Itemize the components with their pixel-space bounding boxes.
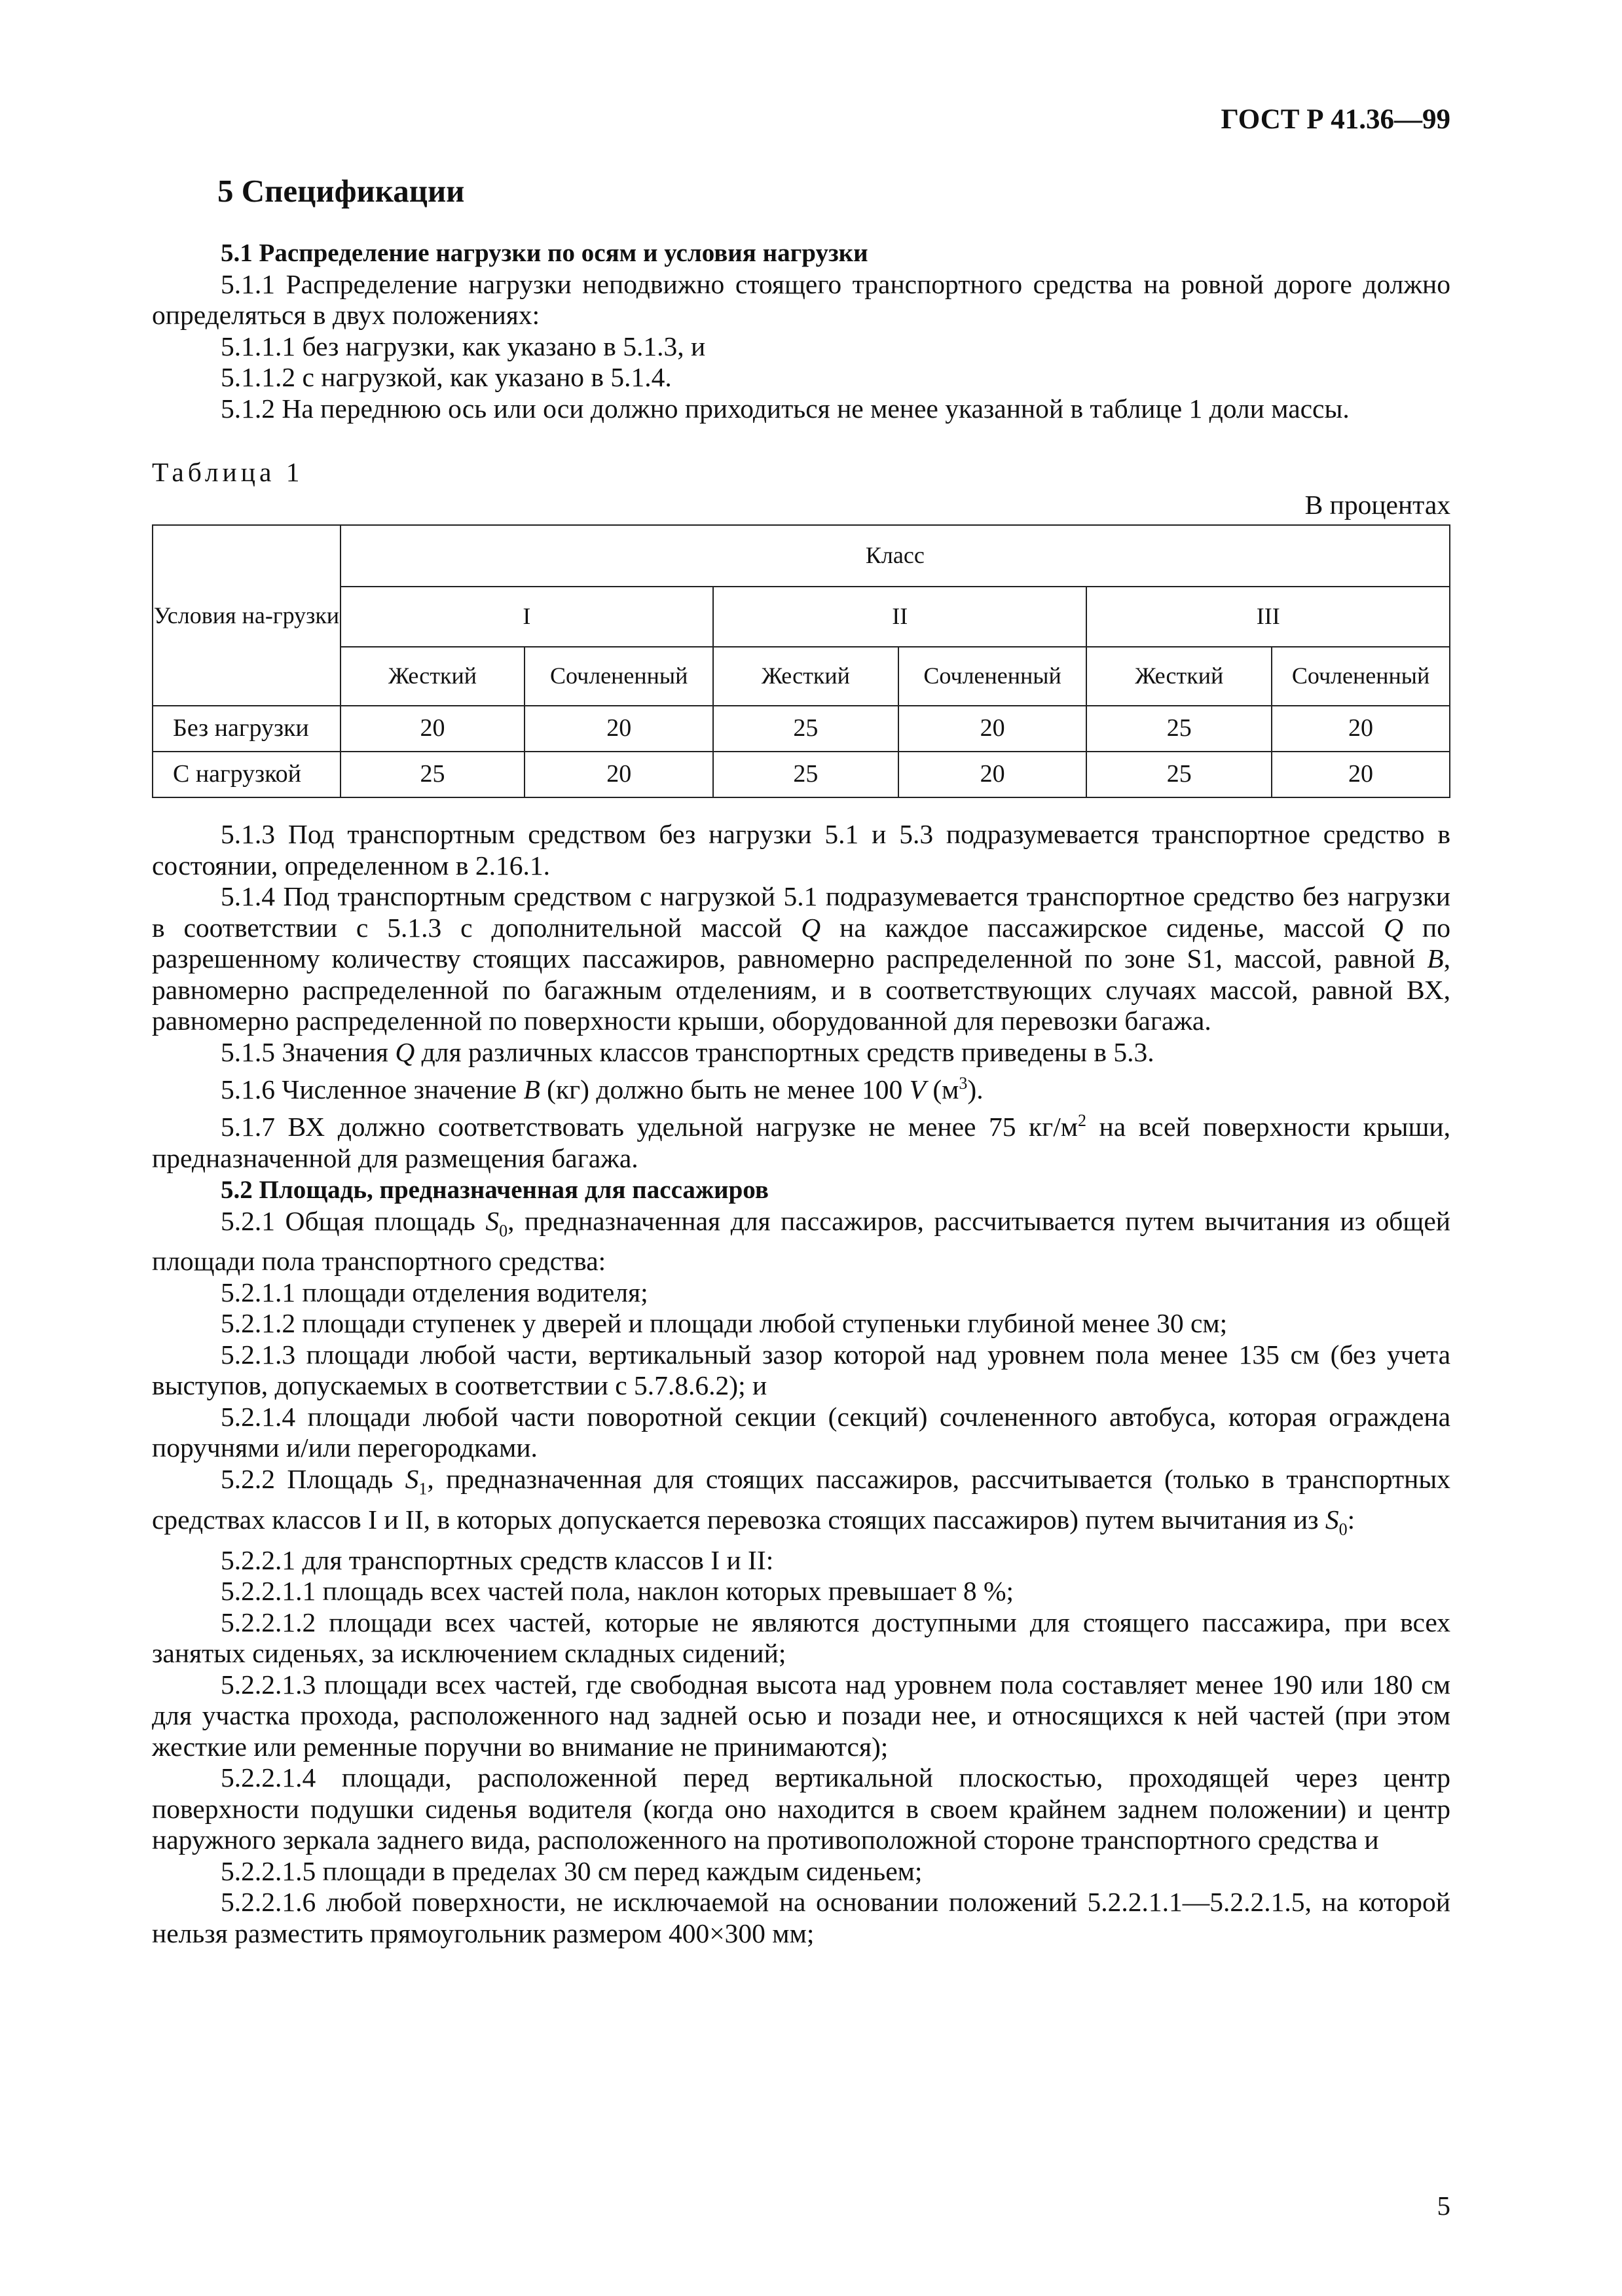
subsection-title-5-2 bbox=[152, 1174, 1450, 1206]
load-distribution-table bbox=[152, 524, 1450, 798]
header-subtype: Сочлененный bbox=[1272, 647, 1450, 706]
text-run: (кг) должно быть не менее 100 bbox=[540, 1074, 910, 1104]
paragraph-5-1-3: 5.1.3 Под транспортным средством без нагрузки 5.1 и 5.3 подразумевается транспортное средство в состоянии, определенном в 2.16.1. bbox=[152, 819, 1450, 881]
variable-q: Q bbox=[801, 912, 821, 943]
superscript: 3 bbox=[959, 1074, 968, 1093]
text-run: , равномерно распределенной по багажным отделениям, и в соответствующих случаях массой, равной ВХ, равномерно распределенной по поверхности крыши, оборудованной для перевозки багажа. bbox=[152, 943, 1450, 1036]
paragraph-5-2-2-1-6: 5.2.2.1.6 любой поверхности, не исключаемой на основании положений 5.2.2.1.1—5.2.2.1.5, на которой нельзя разместить прямоугольник размером 400×300 мм; bbox=[152, 1887, 1450, 1948]
table-caption: Таблица 1 bbox=[152, 457, 304, 487]
header-class-1: I bbox=[341, 587, 713, 647]
paragraph-5-2-1 bbox=[152, 1206, 1450, 1277]
text-run: по разрешенному количеству стоящих пассажиров, равномерно распределенной по зоне S1, массой, равной bbox=[152, 912, 1450, 974]
variable-s: S bbox=[1325, 1504, 1339, 1535]
subscript: 0 bbox=[1338, 1520, 1348, 1539]
paragraph-5-2-1-4: 5.2.1.4 площади любой части поворотной секции (секций) сочлененного автобуса, которая ограждена поручнями и/или перегородками. bbox=[152, 1401, 1450, 1463]
text-run: (м bbox=[925, 1074, 959, 1104]
table-cell: 20 bbox=[898, 752, 1087, 797]
text-run: 5.2.2 Площадь bbox=[221, 1463, 405, 1494]
document-body bbox=[152, 172, 1450, 1949]
header-subtype: Жесткий bbox=[713, 647, 898, 706]
table-subtype-row bbox=[153, 647, 1450, 706]
variable-q: Q bbox=[395, 1036, 415, 1067]
header-cell-class: Класс bbox=[341, 525, 1450, 587]
table-cell: 25 bbox=[1086, 752, 1272, 797]
section-title: 5 Спецификации bbox=[217, 173, 465, 209]
header-subtype: Сочлененный bbox=[525, 647, 713, 706]
paragraph-5-1-5 bbox=[152, 1037, 1450, 1068]
paragraph-5-1-4 bbox=[152, 881, 1450, 1037]
table-cell: 25 bbox=[341, 752, 525, 797]
text-run: 5.1.7 ВХ должно соответствовать удельной нагрузке не менее 75 кг/м bbox=[221, 1112, 1078, 1142]
table-row bbox=[153, 752, 1450, 797]
table-cell: 20 bbox=[525, 752, 713, 797]
header-class-2: II bbox=[713, 587, 1086, 647]
paragraph-5-1-6 bbox=[152, 1068, 1450, 1105]
paragraph-5-2-2-1-3: 5.2.2.1.3 площади всех частей, где свободная высота над уровнем пола составляет менее 190 или 180 см для участка прохода, расположенного над задней осью и позади нее, и относящихся к ней частей (при этом жесткие или ременные поручни во внимание не принимаются); bbox=[152, 1669, 1450, 1762]
paragraph-5-1-7 bbox=[152, 1105, 1450, 1174]
table-units: В процентах bbox=[1304, 489, 1450, 520]
row-label: С нагрузкой bbox=[153, 752, 341, 797]
page-number: 5 bbox=[1437, 2191, 1450, 2221]
text-run: 5.1.4 Под транспортным средством с нагрузкой 5.1 подразумевается транспортное средство без нагрузки в соответствии с 5.1.3 с дополнительной массой bbox=[152, 881, 1450, 943]
subscript: 1 bbox=[418, 1479, 428, 1499]
header-subtype: Жесткий bbox=[341, 647, 525, 706]
header-subtype: Сочлененный bbox=[898, 647, 1087, 706]
subsection-title-5-1 bbox=[152, 237, 1450, 269]
header-subtype: Жесткий bbox=[1086, 647, 1272, 706]
text-run: на всей поверхности крыши, предназначенной для размещения багажа. bbox=[152, 1112, 1451, 1173]
variable-s: S bbox=[405, 1463, 419, 1494]
table-cell: 25 bbox=[713, 752, 898, 797]
table-cell: 25 bbox=[713, 706, 898, 752]
paragraph-5-1-1-1: 5.1.1.1 без нагрузки, как указано в 5.1.3, и bbox=[221, 331, 706, 361]
document-code: ГОСТ Р 41.36—99 bbox=[1221, 104, 1450, 135]
paragraph-5-2-1-1: 5.2.1.1 площади отделения водителя; bbox=[221, 1277, 648, 1307]
paragraph-5-2-1-2: 5.2.1.2 площади ступенек у дверей и площади любой ступеньки глубиной менее 30 см; bbox=[221, 1308, 1228, 1339]
text-run: ). bbox=[967, 1074, 984, 1104]
subscript: 0 bbox=[499, 1220, 508, 1240]
variable-v: V bbox=[909, 1074, 926, 1104]
paragraph-5-2-2-1-5: 5.2.2.1.5 площади в пределах 30 см перед каждым сиденьем; bbox=[221, 1855, 923, 1886]
table-cell: 25 bbox=[1086, 706, 1272, 752]
text-run: 5.2.1 Общая площадь bbox=[221, 1205, 486, 1236]
header-condition-label: Условия на-грузки bbox=[153, 602, 340, 629]
text-run: на каждое пассажирское сиденье, массой bbox=[820, 912, 1384, 943]
paragraph-5-2-2-1-4: 5.2.2.1.4 площади, расположенной перед вертикальной плоскостью, проходящей через центр поверхности подушки сиденья водителя (когда оно находится в своем крайнем заднем положении) и центр наружного зеркала заднего вида, расположенного на противоположной стороне транспортного средства и bbox=[152, 1762, 1450, 1855]
variable-b: B bbox=[1427, 943, 1444, 974]
header-class-3: III bbox=[1086, 587, 1450, 647]
text-run: , предназначенная для пассажиров, рассчитывается путем вычитания из общей площади пола транспортного средства: bbox=[152, 1205, 1450, 1277]
table-class-row bbox=[153, 587, 1450, 647]
row-label: Без нагрузки bbox=[153, 706, 341, 752]
superscript: 2 bbox=[1077, 1111, 1086, 1131]
paragraph-5-1-1-2: 5.1.1.2 с нагрузкой, как указано в 5.1.4. bbox=[221, 362, 672, 392]
paragraph-5-2-2-1-2: 5.2.2.1.2 площади всех частей, которые не являются доступными для стоящего пассажира, при всех занятых сиденьях, за исключением складных сидений; bbox=[152, 1607, 1450, 1669]
table-cell: 20 bbox=[1272, 706, 1450, 752]
variable-q: Q bbox=[1384, 912, 1404, 943]
header-cell-condition bbox=[153, 525, 341, 706]
paragraph-5-1-2: 5.1.2 На переднюю ось или оси должно приходиться не менее указанной в таблице 1 доли массы. bbox=[221, 393, 1350, 424]
paragraph-5-2-1-3: 5.2.1.3 площади любой части, вертикальный зазор которой над уровнем пола менее 135 см (без учета выступов, допускаемых в соответствии с 5.7.8.6.2); и bbox=[152, 1339, 1450, 1401]
text-run: 5.1.6 Численное значение bbox=[221, 1074, 524, 1104]
paragraph-5-2-2-1-1: 5.2.2.1.1 площадь всех частей пола, наклон которых превышает 8 %; bbox=[221, 1576, 1014, 1607]
text-run: , предназначенная для стоящих пассажиров, рассчитывается (только в транспортных средствах классов I и II, в которых допускается перевозка стоящих пассажиров) путем вычитания из bbox=[152, 1463, 1450, 1535]
text-run: для различных классов транспортных средств приведены в 5.3. bbox=[415, 1036, 1154, 1067]
text-run: 5.1.5 Значения bbox=[221, 1036, 396, 1067]
table-cell: 20 bbox=[1272, 752, 1450, 797]
table-cell: 20 bbox=[525, 706, 713, 752]
text-run: : bbox=[1347, 1504, 1355, 1535]
subsection-title-text: 5.2 Площадь, предназначенная для пассажиров bbox=[221, 1176, 769, 1205]
table-header-row bbox=[153, 525, 1450, 587]
variable-s: S bbox=[485, 1205, 500, 1236]
paragraph-5-1-1: 5.1.1 Распределение нагрузки неподвижно стоящего транспортного средства на ровной дороге должно определяться в двух положениях: bbox=[152, 268, 1450, 330]
subsection-title-text: 5.1 Распределение нагрузки по осям и условия нагрузки bbox=[221, 239, 868, 267]
variable-b: B bbox=[523, 1074, 540, 1104]
paragraph-5-2-2-1: 5.2.2.1 для транспортных средств классов I и II: bbox=[221, 1544, 774, 1575]
table-cell: 20 bbox=[341, 706, 525, 752]
paragraph-5-2-2 bbox=[152, 1464, 1450, 1545]
table-cell: 20 bbox=[898, 706, 1087, 752]
table-row bbox=[153, 706, 1450, 752]
